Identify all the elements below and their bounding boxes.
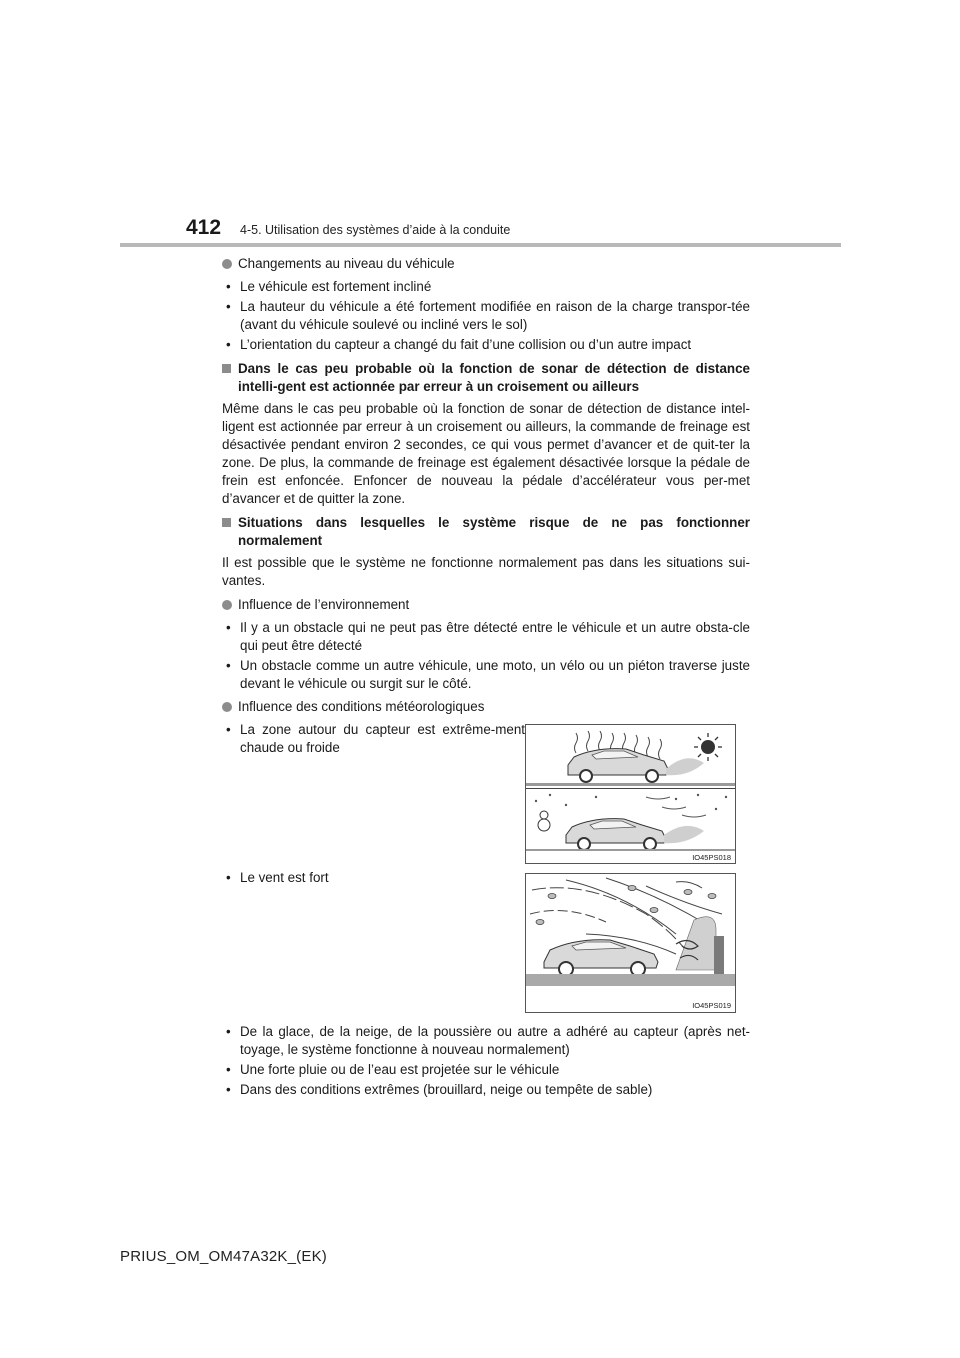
list-item: • Le vent est fort: [222, 869, 525, 887]
page-content: [222, 255, 750, 1104]
situations-body: Il est possible que le système ne fonctionne normalement pas dans les situations sui-vantes.: [222, 555, 750, 588]
list-item: • Un obstacle comme un autre véhicule, une moto, un vélo ou un piéton traverse juste devant le véhicule ou surgit sur le côté.: [222, 657, 750, 693]
car: [544, 940, 658, 976]
list-item: • La zone autour du capteur est extrême-ment chaude ou froide: [222, 721, 525, 757]
environment-list: [222, 619, 750, 693]
list-item: • Le véhicule est fortement incliné: [222, 278, 750, 296]
car-upper: [568, 749, 668, 782]
section-title: 4-5. Utilisation des systèmes d’aide à la conduite: [240, 223, 511, 237]
wind-illustration: [526, 874, 735, 1012]
car-lower: [566, 819, 666, 850]
crossing-heading: Dans le cas peu probable où la fonction de sonar de détection de distance intelli-gent est actionnée par erreur à un croisement ou ailleurs: [222, 360, 750, 396]
situations-heading: Situations dans lesquelles le système risque de ne pas fonctionner normalement: [222, 514, 750, 550]
vehicle-changes-list: [222, 278, 750, 354]
page-number: 412: [186, 216, 222, 239]
list-item: • La hauteur du véhicule a été fortement modifiée en raison de la charge transpor-tée (avant du véhicule soulevé ou incliné vers le sol): [222, 298, 750, 334]
list-item: • L’orientation du capteur a changé du fait d’une collision ou d’un autre impact: [222, 336, 750, 354]
environment-title: Influence de l’environnement: [222, 596, 750, 614]
hot-cold-row: [222, 721, 750, 869]
figure-wind: [525, 873, 736, 1013]
list-item: • Une forte pluie ou de l’eau est projetée sur le véhicule: [222, 1061, 750, 1079]
figure-code: IO45PS018: [692, 853, 731, 862]
snowman-icon: [538, 811, 550, 831]
sun-icon: [694, 733, 722, 761]
crossing-body: Même dans le cas peu probable où la fonction de sonar de détection de distance intel-ligent est actionnée par erreur à un croisement ou ailleurs, la commande de freinage est désactivée pendant environ 2 secondes, ce qui vous permet d’avancer et de quit-ter la zone. De plus, la commande de freinage est également désactivée lorsque la pédale de frein est enfoncée. Enfoncer de nouveau la pédale d’accélérateur vous per-met d’avancer et de quitter la zone.: [222, 401, 750, 506]
wind-row: [222, 869, 750, 1019]
weather-title: Influence des conditions météorologiques: [222, 698, 750, 716]
hot-cold-illustration: [526, 725, 735, 863]
list-item: • Il y a un obstacle qui ne peut pas être détecté entre le véhicule et un autre obsta-cle qui peut être détecté: [222, 619, 750, 655]
list-item: • De la glace, de la neige, de la poussière ou autre a adhéré au capteur (après net-toyage, le système fonctionne à nouveau normalement): [222, 1023, 750, 1059]
figure-hot-cold: [525, 724, 736, 864]
figure-code: IO45PS019: [692, 1001, 731, 1010]
list-item: • Dans des conditions extrêmes (brouillard, neige ou tempête de sable): [222, 1081, 750, 1099]
vehicle-changes-title: Changements au niveau du véhicule: [222, 255, 750, 273]
weather-list: [222, 1023, 750, 1099]
header-divider: [120, 243, 841, 247]
document-code: PRIUS_OM_OM47A32K_(EK): [120, 1248, 327, 1265]
